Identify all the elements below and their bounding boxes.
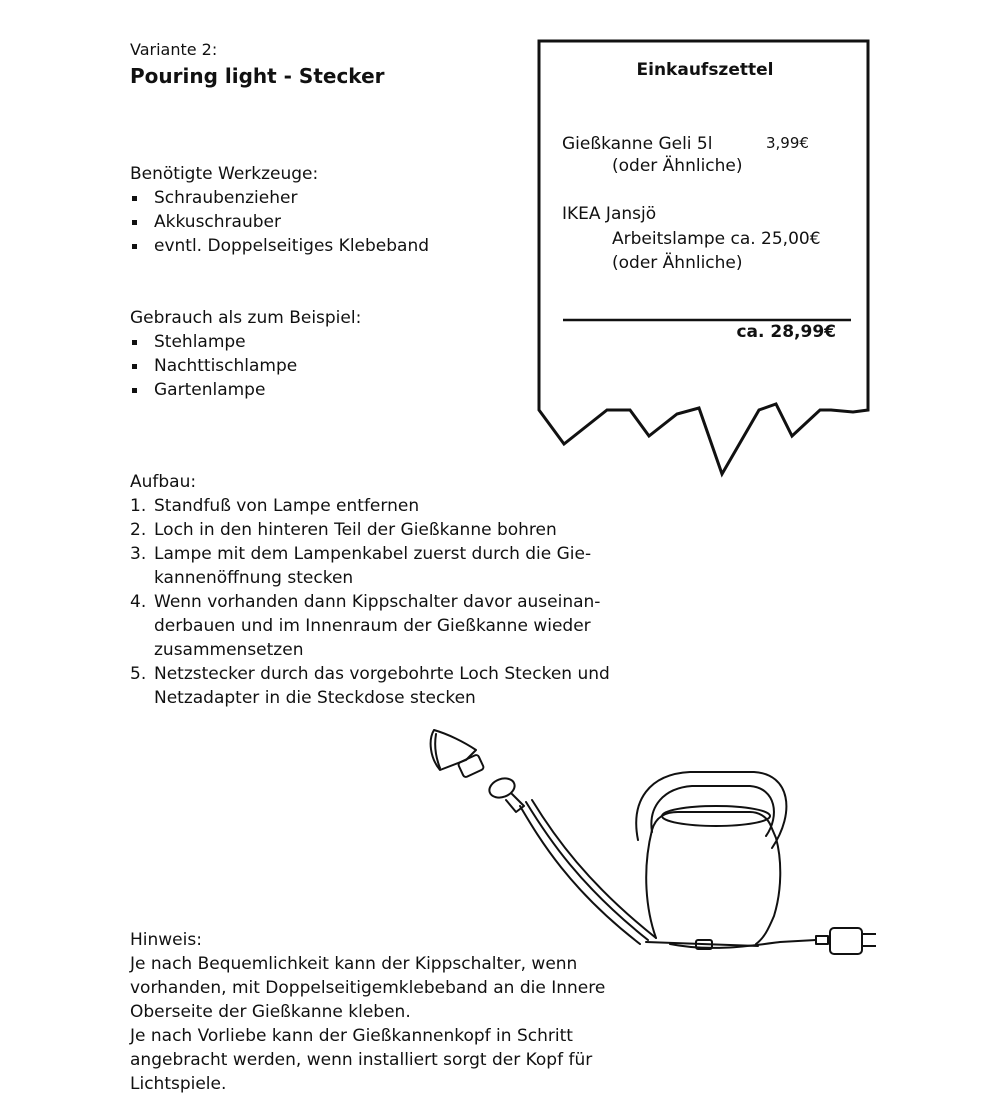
step-text: Standfuß von Lampe entfernen — [154, 496, 420, 516]
list-item — [130, 494, 650, 518]
lamp-bulb-icon — [487, 775, 524, 812]
step-text: Wenn vorhanden dann Kippschalter davor auseinan-derbauen und im Innenraum der Gießkanne wieder zusammensetzen — [154, 592, 601, 660]
step-text: Lampe mit dem Lampenkabel zuerst durch die Gie-kannenöffnung stecken — [154, 544, 592, 588]
page-title: Pouring light - Stecker — [130, 64, 385, 88]
list-item: Gartenlampe — [130, 378, 361, 402]
build-section — [130, 470, 650, 710]
list-item — [130, 542, 624, 590]
usage-section — [130, 306, 361, 402]
step-number: 3. — [130, 544, 147, 564]
receipt-total: ca. 28,99€ — [736, 322, 836, 342]
step-number: 4. — [130, 592, 147, 612]
build-steps — [130, 494, 650, 710]
variant-label: Variante 2: — [130, 40, 218, 59]
list-item: Stehlampe — [130, 330, 361, 354]
receipt-title: Einkaufszettel — [636, 60, 774, 80]
step-text: Netzstecker durch das vorgebohrte Loch Stecken und Netzadapter in die Steckdose stecken — [154, 664, 610, 708]
step-number: 1. — [130, 496, 147, 516]
power-plug-icon — [830, 928, 876, 954]
note-heading: Hinweis: — [130, 930, 202, 950]
list-item: Schraubenzieher — [130, 186, 429, 210]
list-item: evntl. Doppelseitiges Klebeband — [130, 234, 429, 258]
note-section — [130, 928, 630, 1096]
note-paragraph: Je nach Bequemlichkeit kann der Kippschalter, wenn vorhanden, mit Doppelseitigemklebeband an die Innere Oberseite der Gießkanne kleben. — [130, 954, 606, 1022]
receipt-item-note: (oder Ähnliche) — [612, 253, 743, 273]
list-item — [130, 590, 634, 662]
usage-list — [130, 330, 361, 402]
lamp-shade-icon — [431, 730, 485, 778]
tools-heading: Benötigte Werkzeuge: — [130, 164, 319, 184]
list-item — [130, 662, 654, 710]
list-item: Akkuschrauber — [130, 210, 429, 234]
tools-list — [130, 186, 429, 258]
list-item: Nachttischlampe — [130, 354, 361, 378]
build-heading: Aufbau: — [130, 472, 197, 492]
receipt-item-name: Gießkanne Geli 5l — [562, 134, 713, 154]
receipt-item-note: (oder Ähnliche) — [612, 156, 743, 176]
tools-section — [130, 162, 429, 258]
receipt-item-name: IKEA Jansjö — [562, 204, 657, 224]
receipt-item-price: 3,99€ — [766, 134, 809, 152]
step-number: 5. — [130, 664, 147, 684]
list-item — [130, 518, 604, 542]
step-number: 2. — [130, 520, 147, 540]
note-paragraph: Je nach Vorliebe kann der Gießkannenkopf in Schritt angebracht werden, wenn installiert sorgt der Kopf für Lichtspiele. — [130, 1026, 593, 1094]
step-text: Loch in den hinteren Teil der Gießkanne bohren — [154, 520, 557, 540]
usage-heading: Gebrauch als zum Beispiel: — [130, 308, 362, 328]
receipt-item-desc: Arbeitslampe ca. 25,00€ — [612, 229, 821, 249]
